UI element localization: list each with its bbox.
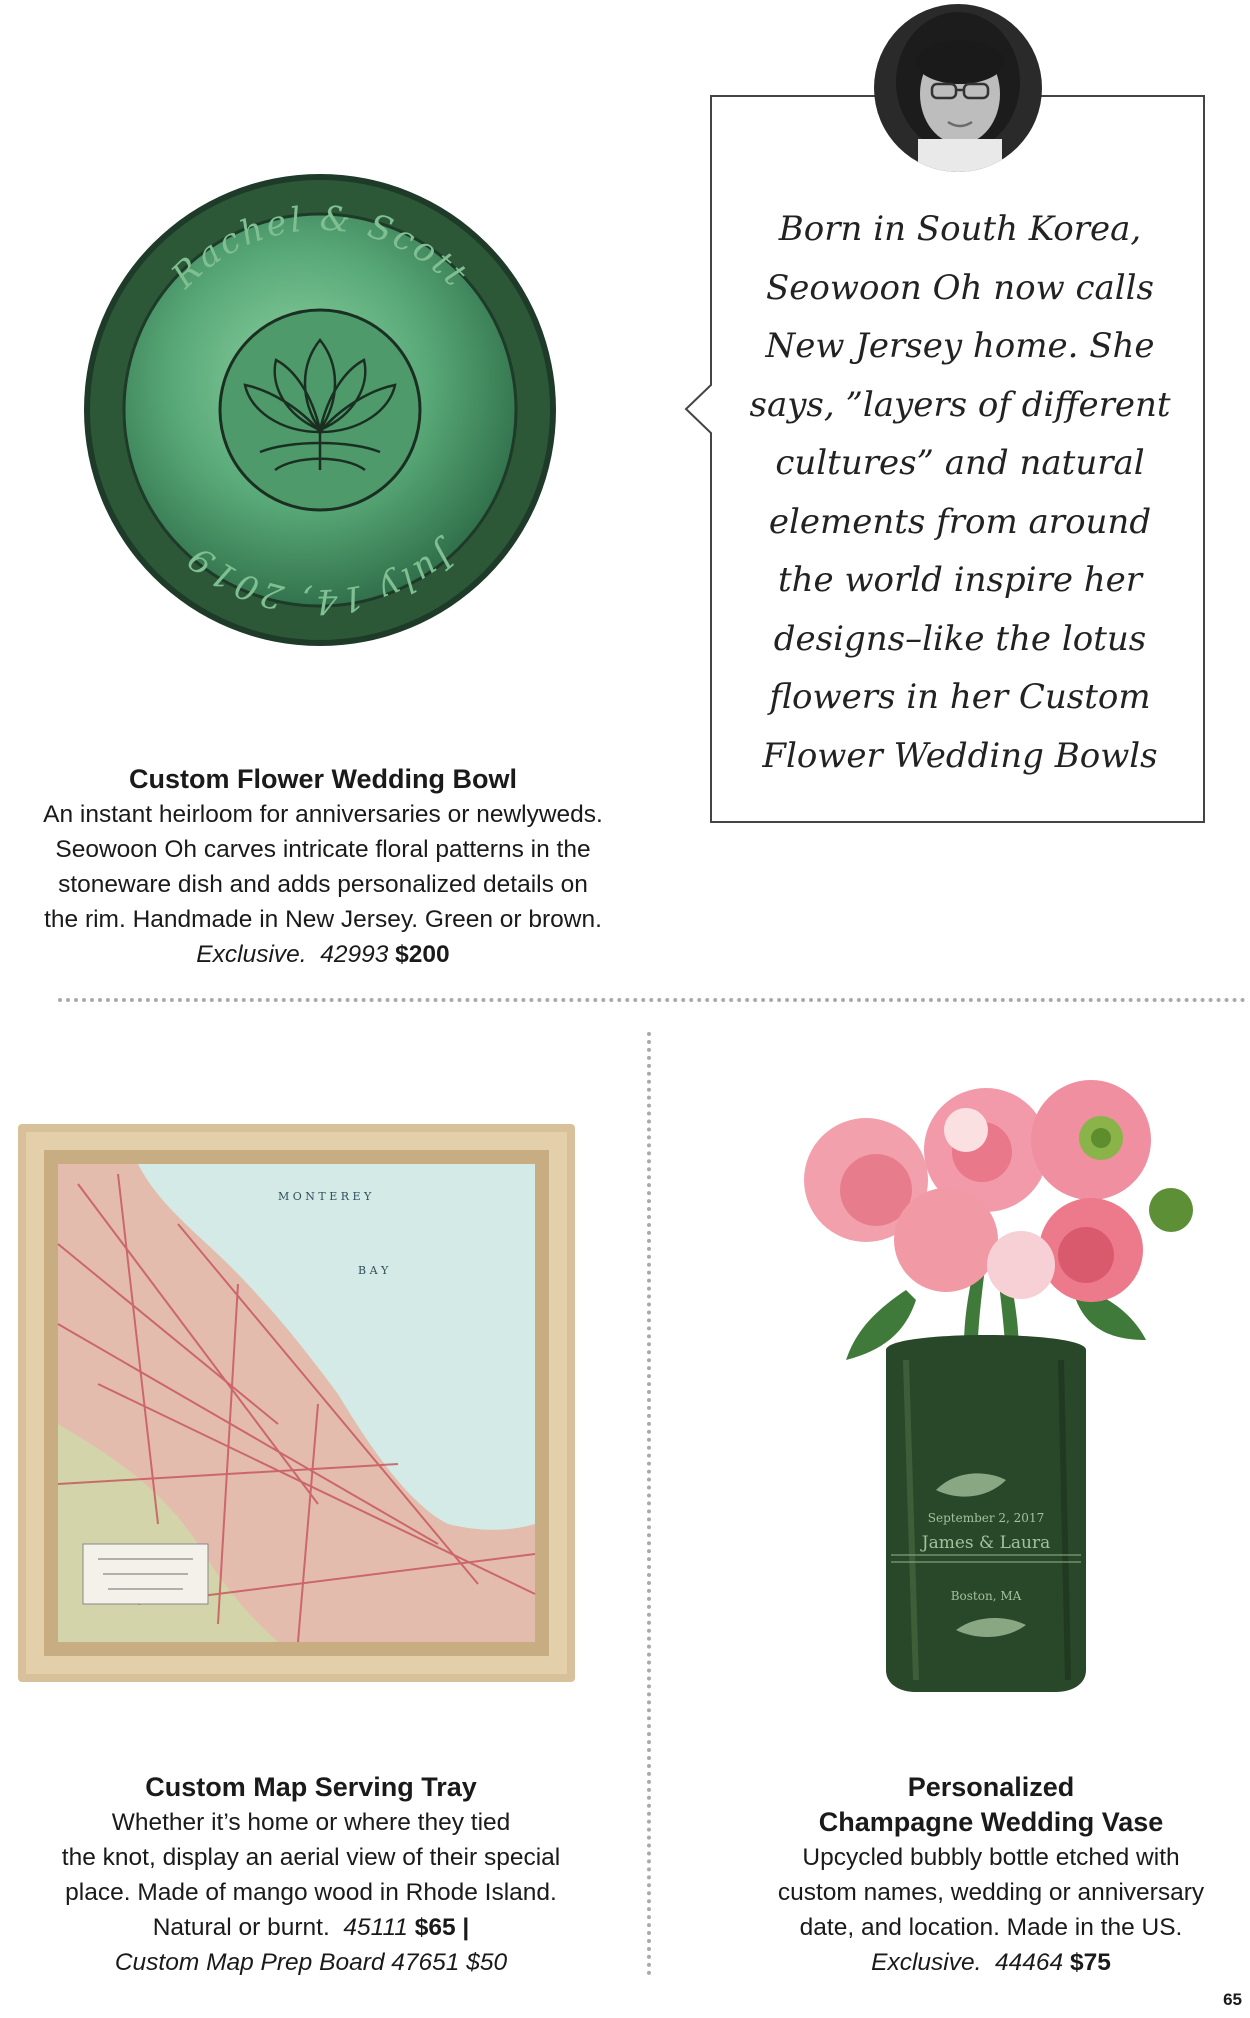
quote-line: designs–like the lotus	[773, 618, 1147, 659]
vase-product-copy	[732, 1770, 1250, 1980]
vase-title-line-2: Champagne Wedding Vase	[818, 1807, 1164, 1837]
bowl-engraving-names: Rachel & Scott	[164, 198, 477, 297]
tray-addon-name: Custom Map Prep Board	[114, 1949, 385, 1976]
bowl-engraving-date: July 14, 2019	[178, 535, 462, 622]
tray-price: $65 |	[414, 1914, 470, 1941]
tray-addon-price: $50	[466, 1949, 508, 1976]
wedding-bowl-image	[80, 170, 560, 650]
champagne-vase-image	[756, 1060, 1236, 1700]
vase-price: $75	[1069, 1949, 1111, 1976]
bowl-exclusive-label: Exclusive.	[196, 941, 307, 968]
tray-product-copy	[0, 1770, 622, 1980]
vase-item-number: 44464	[995, 1949, 1064, 1976]
bowl-product-copy	[0, 762, 646, 972]
quote-line: elements from around	[768, 501, 1152, 542]
vase-title-line-1: Personalized	[907, 1772, 1075, 1802]
tray-description-line: the knot, display an aerial view of their special	[61, 1844, 561, 1871]
tray-description-line: Whether it’s home or where they tied	[111, 1809, 511, 1836]
tray-description	[0, 1805, 622, 1980]
bowl-description	[0, 797, 646, 972]
bowl-price: $200	[395, 941, 450, 968]
bowl-item-number: 42993	[320, 941, 389, 968]
bowl-description-line: Seowoon Oh carves intricate floral patterns in the	[55, 836, 591, 863]
tray-title: Custom Map Serving Tray	[145, 1772, 477, 1802]
vase-exclusive-label: Exclusive.	[871, 1949, 982, 1976]
map-serving-tray-image	[18, 1124, 575, 1682]
tray-addon-item-number: 47651	[391, 1949, 460, 1976]
quote-line: the world inspire her	[777, 560, 1143, 600]
designer-quote	[740, 200, 1180, 785]
tray-item-number: 45111	[343, 1914, 408, 1941]
quote-line: New Jersey home. She	[765, 326, 1155, 366]
tray-options: Natural or burnt.	[152, 1914, 330, 1941]
vase-etch-location: Boston, MA	[950, 1589, 1022, 1603]
vase-description-line: Upcycled bubbly bottle etched with	[802, 1844, 1180, 1871]
vase-description-line: date, and location. Made in the US.	[799, 1914, 1183, 1941]
quote-line: flowers in her Custom	[769, 677, 1151, 717]
bowl-price-line	[0, 937, 646, 972]
vase-description	[732, 1840, 1250, 1980]
bowl-title: Custom Flower Wedding Bowl	[129, 764, 517, 794]
tray-addon-line	[0, 1945, 622, 1980]
bowl-description-line: stoneware dish and adds personalized details on	[58, 871, 588, 898]
quote-callout-pointer	[683, 384, 723, 434]
bowl-description-line: An instant heirloom for anniversaries or newlyweds.	[43, 801, 603, 828]
map-label-bay: B A Y	[358, 1264, 389, 1277]
quote-line: says, ”layers of different	[749, 384, 1171, 425]
quote-line: Flower Wedding Bowls	[762, 735, 1158, 776]
quote-line: Born in South Korea,	[778, 209, 1142, 249]
vertical-divider	[647, 1032, 651, 1976]
vase-etch-names: James & Laura	[921, 1533, 1051, 1553]
vase-price-line	[732, 1945, 1250, 1980]
page-number: 65	[1223, 1990, 1242, 2009]
quote-line: cultures” and natural	[775, 443, 1145, 483]
bowl-description-line: the rim. Handmade in New Jersey. Green or brown.	[44, 906, 602, 933]
tray-price-line	[0, 1910, 622, 1945]
tray-description-line: place. Made of mango wood in Rhode Island.	[65, 1879, 557, 1906]
vase-description-line: custom names, wedding or anniversary	[777, 1879, 1205, 1906]
vase-etch-date: September 2, 2017	[927, 1511, 1045, 1525]
designer-portrait	[874, 4, 1042, 172]
quote-line: Seowoon Oh now calls	[766, 267, 1154, 308]
map-label-monterey: M O N T E R E Y	[278, 1190, 372, 1203]
horizontal-divider	[58, 998, 1246, 1002]
